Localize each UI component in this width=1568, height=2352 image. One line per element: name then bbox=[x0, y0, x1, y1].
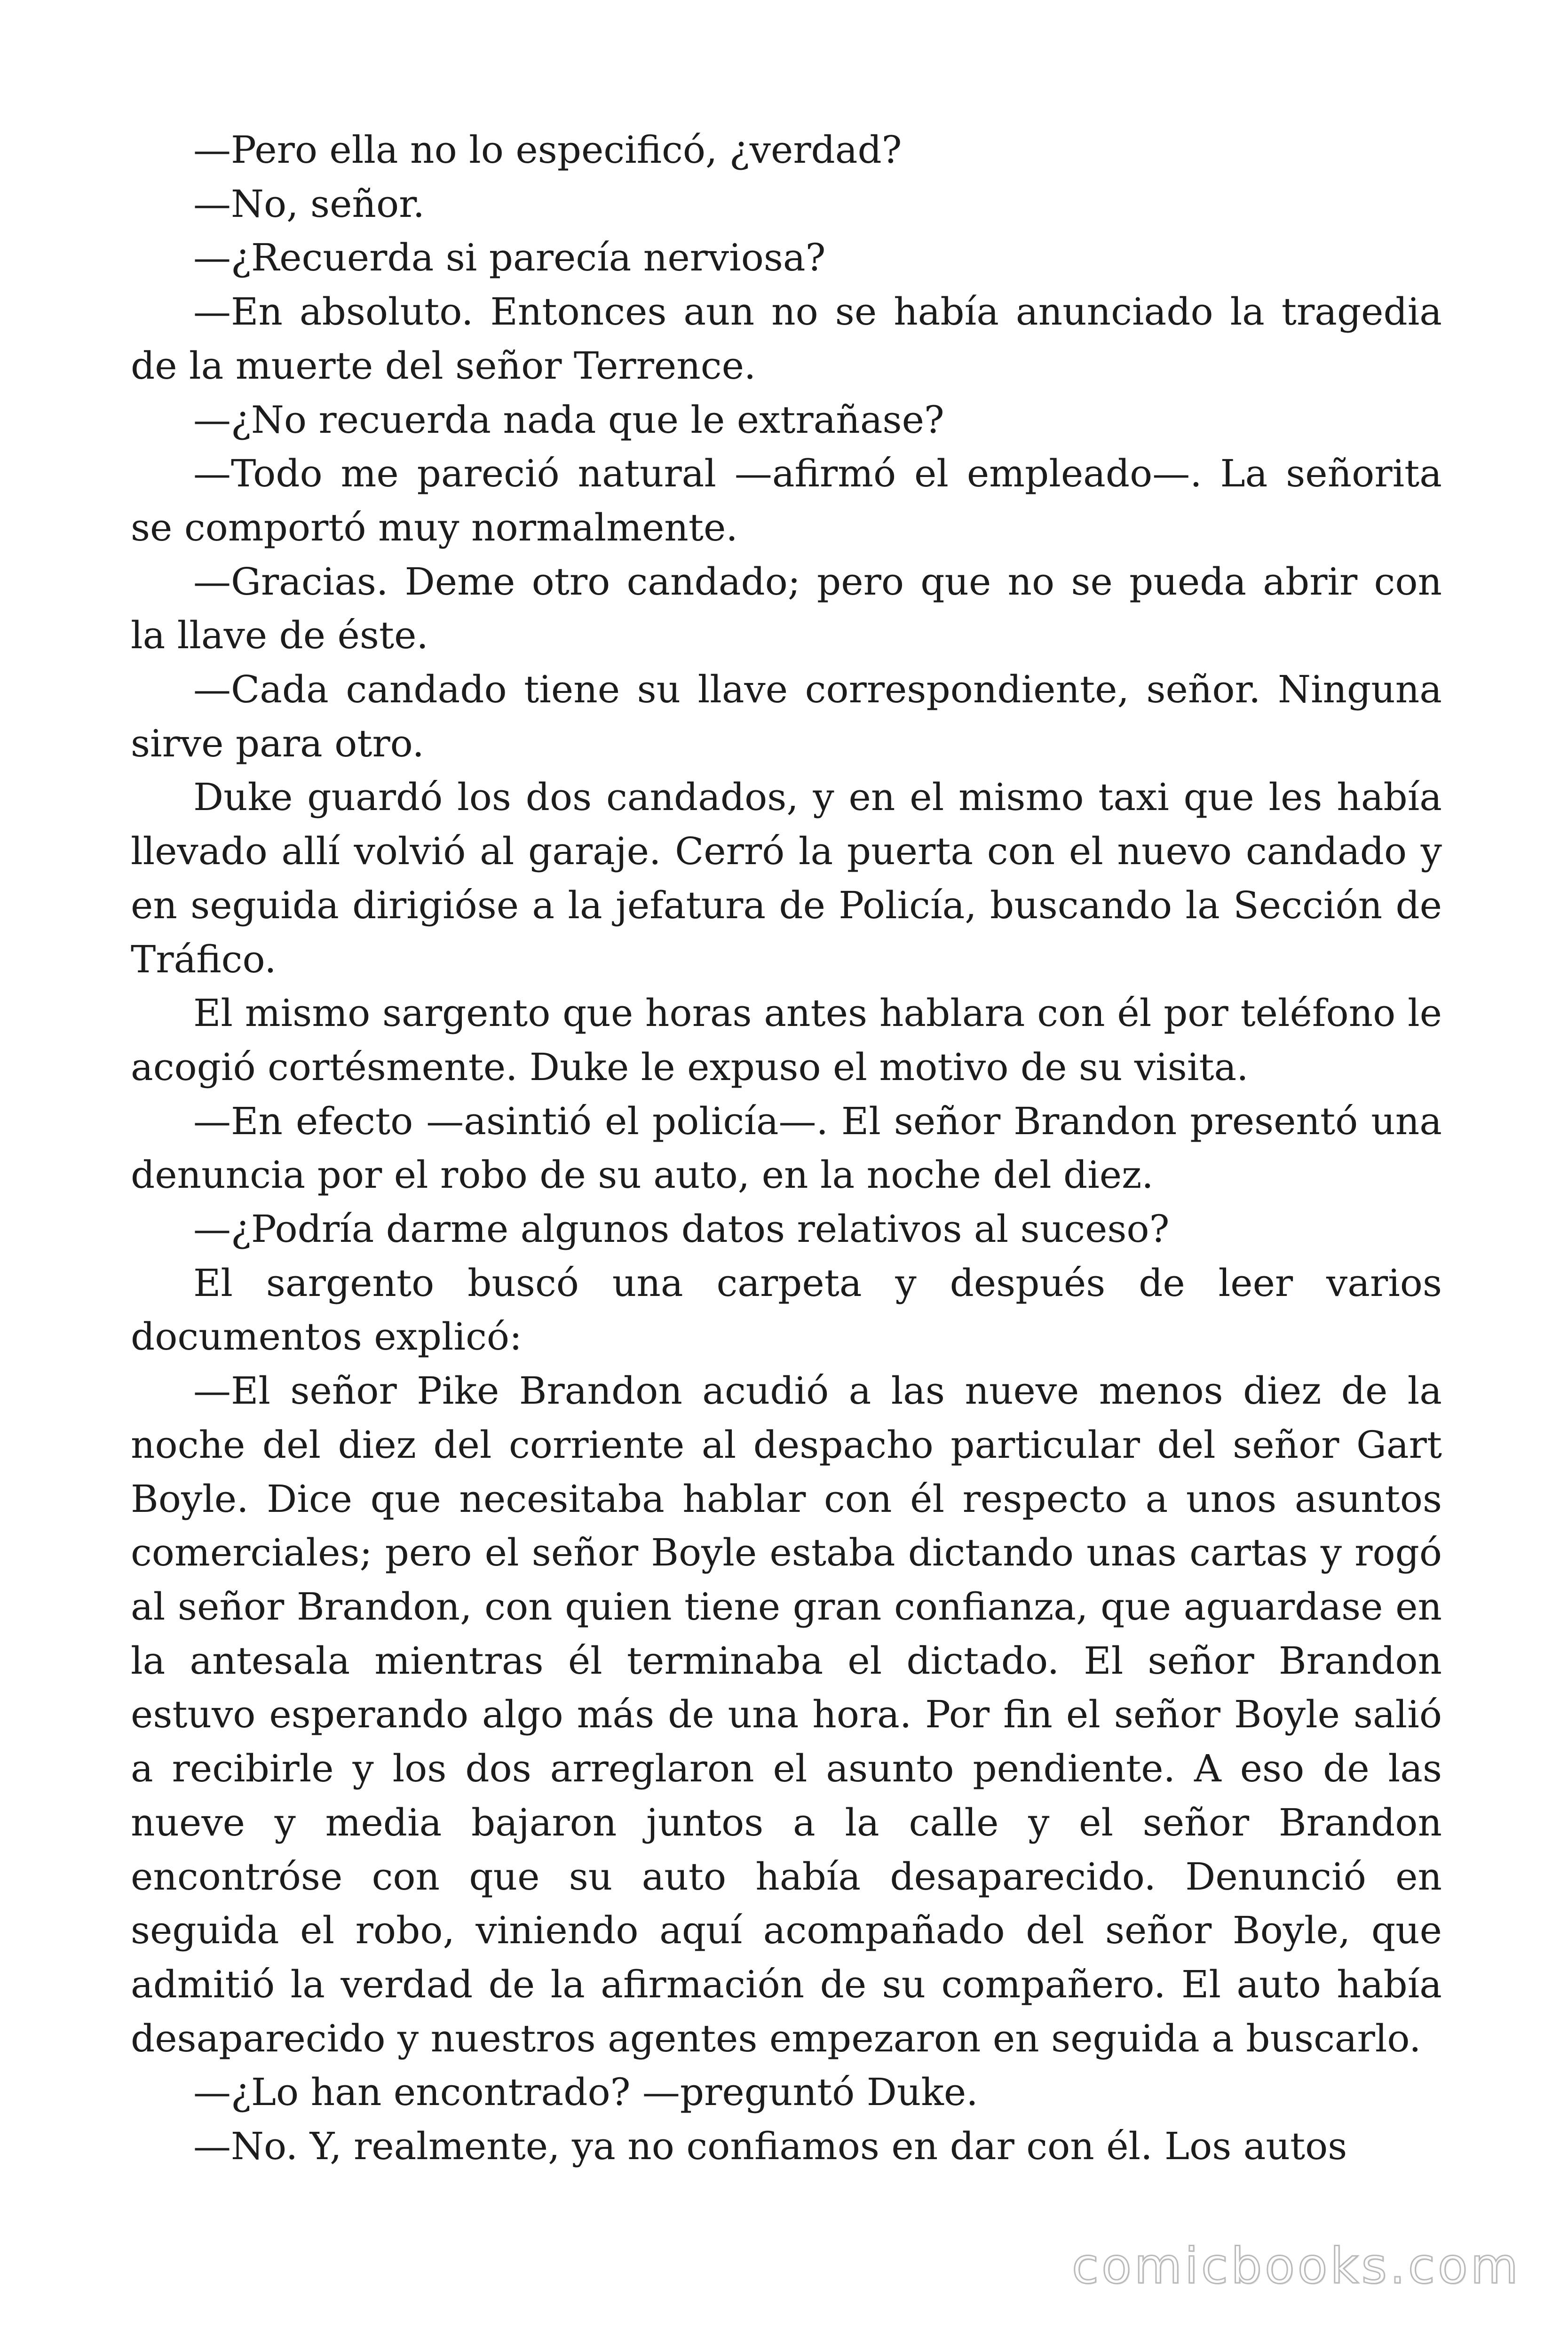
paragraph: —Todo me pareció natural —afirmó el empleado—. La señorita se comportó muy normalmente. bbox=[131, 452, 1442, 549]
paragraph: —¿Recuerda si parecía nerviosa? bbox=[193, 236, 826, 280]
paragraph: —El señor Pike Brandon acudió a las nueve menos diez de la noche del diez del corriente al despacho particular del señor Gart Boyle. Dice que necesitaba hablar con él respecto a unos asuntos comerciales; pero el señor Boyle estaba dictando unas cartas y rogó al señor Brandon, con quien tiene gran confianza, que aguardase en la antesala mientras él terminaba el dictado. El señor Brandon estuvo esperando algo más de una hora. Por fin el señor Boyle salió a recibirle y los dos arreglaron el asunto pendiente. A eso de las nueve y media bajaron juntos a la calle y el señor Brandon encontróse con que su auto había desaparecido. Denunció en seguida el robo, viniendo aquí acompañado del señor Boyle, que admitió la verdad de la afirmación de su compañero. El auto había desaparecido y nuestros agentes empezaron en seguida a buscarlo. bbox=[131, 1369, 1442, 2060]
paragraph: El mismo sargento que horas antes hablara con él por teléfono le acogió cortésmente. Duke le expuso el motivo de su visita. bbox=[131, 991, 1442, 1089]
paragraph: Duke guardó los dos candados, y en el mismo taxi que les había llevado allí volvió al garaje. Cerró la puerta con el nuevo candado y en seguida dirigióse a la jefatura de Policía, buscando la Sección de Tráfico. bbox=[131, 775, 1442, 981]
site-watermark: comicbooks.com bbox=[1071, 2237, 1521, 2295]
paragraph: —En efecto —asintió el policía—. El señor Brandon presentó una denuncia por el robo de su auto, en la noche del diez. bbox=[131, 1099, 1442, 1197]
paragraph: —¿Podría darme algunos datos relativos al suceso? bbox=[193, 1207, 1170, 1251]
paragraph: —Cada candado tiene su llave correspondiente, señor. Ninguna sirve para otro. bbox=[131, 667, 1442, 765]
paragraph: El sargento buscó una carpeta y después de leer varios documentos explicó: bbox=[131, 1261, 1442, 1359]
paragraph: —En absoluto. Entonces aun no se había anunciado la tragedia de la muerte del señor Terrence. bbox=[131, 290, 1442, 388]
paragraph: —Gracias. Deme otro candado; pero que no se pueda abrir con la llave de éste. bbox=[131, 559, 1442, 658]
body-text bbox=[131, 123, 1442, 2174]
paragraph: —No. Y, realmente, ya no confiamos en dar con él. Los autos bbox=[193, 2124, 1347, 2169]
paragraph: —Pero ella no lo especificó, ¿verdad? bbox=[193, 128, 902, 172]
paragraph: —¿Lo han encontrado? —preguntó Duke. bbox=[193, 2070, 978, 2114]
paragraph: —¿No recuerda nada que le extrañase? bbox=[193, 397, 944, 442]
paragraph: —No, señor. bbox=[193, 182, 425, 226]
